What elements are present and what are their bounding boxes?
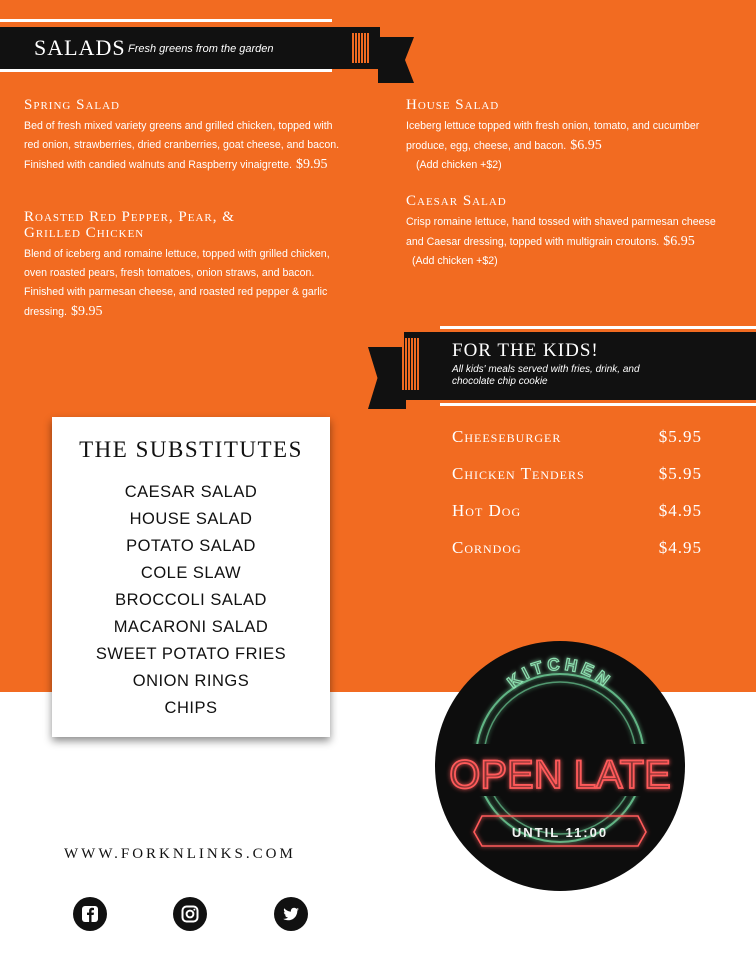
menu-item-name: Roasted Red Pepper, Pear, & Grilled Chicken bbox=[24, 209, 235, 241]
section-subtitle: All kids' meals served with fries, drink, and chocolate chip cookie bbox=[452, 364, 640, 387]
menu-item-name: House Salad bbox=[406, 97, 500, 113]
menu-item-price: $9.95 bbox=[71, 304, 103, 319]
menu-item-name: Cheeseburger bbox=[452, 427, 562, 446]
menu-item-description bbox=[24, 245, 344, 322]
divider bbox=[0, 69, 332, 72]
menu-item-price: $6.95 bbox=[663, 234, 695, 249]
menu-item-price: $6.95 bbox=[570, 138, 602, 153]
section-title: FOR THE KIDS! bbox=[452, 340, 599, 361]
menu-item-price: $5.95 bbox=[658, 427, 702, 446]
facebook-icon[interactable] bbox=[73, 897, 107, 931]
sign-main-text: OPEN LATE bbox=[449, 753, 671, 797]
description-text: Crisp romaine lettuce, hand tossed with shaved parmesan cheese and Caesar dressing, topped with multigrain croutons. bbox=[406, 216, 716, 248]
website-link[interactable]: WWW.FORKNLINKS.COM bbox=[64, 846, 296, 862]
list-item: CAESAR SALAD bbox=[124, 483, 258, 501]
menu-item-description bbox=[406, 117, 716, 175]
list-item: CHIPS bbox=[164, 699, 218, 717]
menu-item-price: $4.95 bbox=[658, 538, 702, 557]
menu-item-name: Corndog bbox=[452, 538, 522, 557]
menu-item-name: Chicken Tenders bbox=[452, 464, 585, 483]
description-text: Iceberg lettuce topped with fresh onion, tomato, and cucumber produce, egg, cheese, and bacon. bbox=[406, 120, 700, 152]
sign-ribbon-text: UNTIL 11:00 bbox=[511, 825, 609, 840]
substitutes-title: THE SUBSTITUTES bbox=[79, 437, 303, 462]
twitter-icon bbox=[281, 904, 301, 924]
list-item: POTATO SALAD bbox=[126, 537, 256, 555]
list-item: BROCCOLI SALAD bbox=[115, 591, 267, 609]
list-item: MACARONI SALAD bbox=[113, 618, 269, 636]
list-item: ONION RINGS bbox=[132, 672, 250, 690]
list-item: SWEET POTATO FRIES bbox=[95, 645, 287, 663]
menu-item-description bbox=[406, 213, 716, 271]
menu-item-name: Hot Dog bbox=[452, 501, 522, 520]
banner-ticks bbox=[402, 338, 419, 390]
open-late-sign bbox=[434, 640, 686, 892]
substitutes-box bbox=[52, 417, 330, 737]
divider bbox=[440, 403, 756, 406]
instagram-icon bbox=[180, 904, 200, 924]
section-subtitle: Fresh greens from the garden bbox=[128, 43, 274, 55]
substitutes-list bbox=[52, 479, 330, 722]
menu-item-price: $4.95 bbox=[658, 501, 702, 520]
banner-ticks bbox=[352, 33, 369, 63]
menu-item-price: $5.95 bbox=[658, 464, 702, 483]
instagram-icon[interactable] bbox=[173, 897, 207, 931]
facebook-icon bbox=[80, 904, 100, 924]
menu-item bbox=[24, 97, 344, 175]
menu-item-description bbox=[24, 117, 344, 175]
divider bbox=[440, 326, 756, 329]
list-item: HOUSE SALAD bbox=[129, 510, 253, 528]
description-text: Bed of fresh mixed variety greens and grilled chicken, topped with red onion, strawberries, dried cranberries, goat cheese, and bacon. Finished with candied walnuts and Raspberry vinaigrette. bbox=[24, 120, 340, 171]
twitter-icon[interactable] bbox=[274, 897, 308, 931]
menu-item-price: $9.95 bbox=[295, 157, 328, 172]
menu-item bbox=[406, 193, 716, 271]
description-text: Blend of iceberg and romaine lettuce, topped with grilled chicken, oven roasted pears, fresh tomatoes, onion straws, and bacon. Finished with parmesan cheese, and roasted red pepper & garlic dressing. bbox=[24, 248, 330, 318]
kids-menu-item bbox=[452, 464, 702, 484]
menu-item-name: Spring Salad bbox=[24, 97, 120, 113]
menu-item-addon: (Add chicken +$2) bbox=[412, 255, 498, 267]
menu-item-addon: (Add chicken +$2) bbox=[416, 159, 502, 171]
menu-item-name: Caesar Salad bbox=[406, 193, 507, 209]
sign-top-text: KITCHEN bbox=[503, 654, 617, 693]
divider bbox=[0, 19, 332, 22]
kids-menu-item bbox=[452, 501, 702, 521]
kids-menu-item bbox=[452, 538, 702, 558]
list-item: COLE SLAW bbox=[140, 564, 242, 582]
kids-menu-item bbox=[452, 427, 702, 447]
section-title: SALADS bbox=[34, 35, 126, 60]
menu-item bbox=[24, 209, 344, 322]
menu-item bbox=[406, 97, 716, 175]
